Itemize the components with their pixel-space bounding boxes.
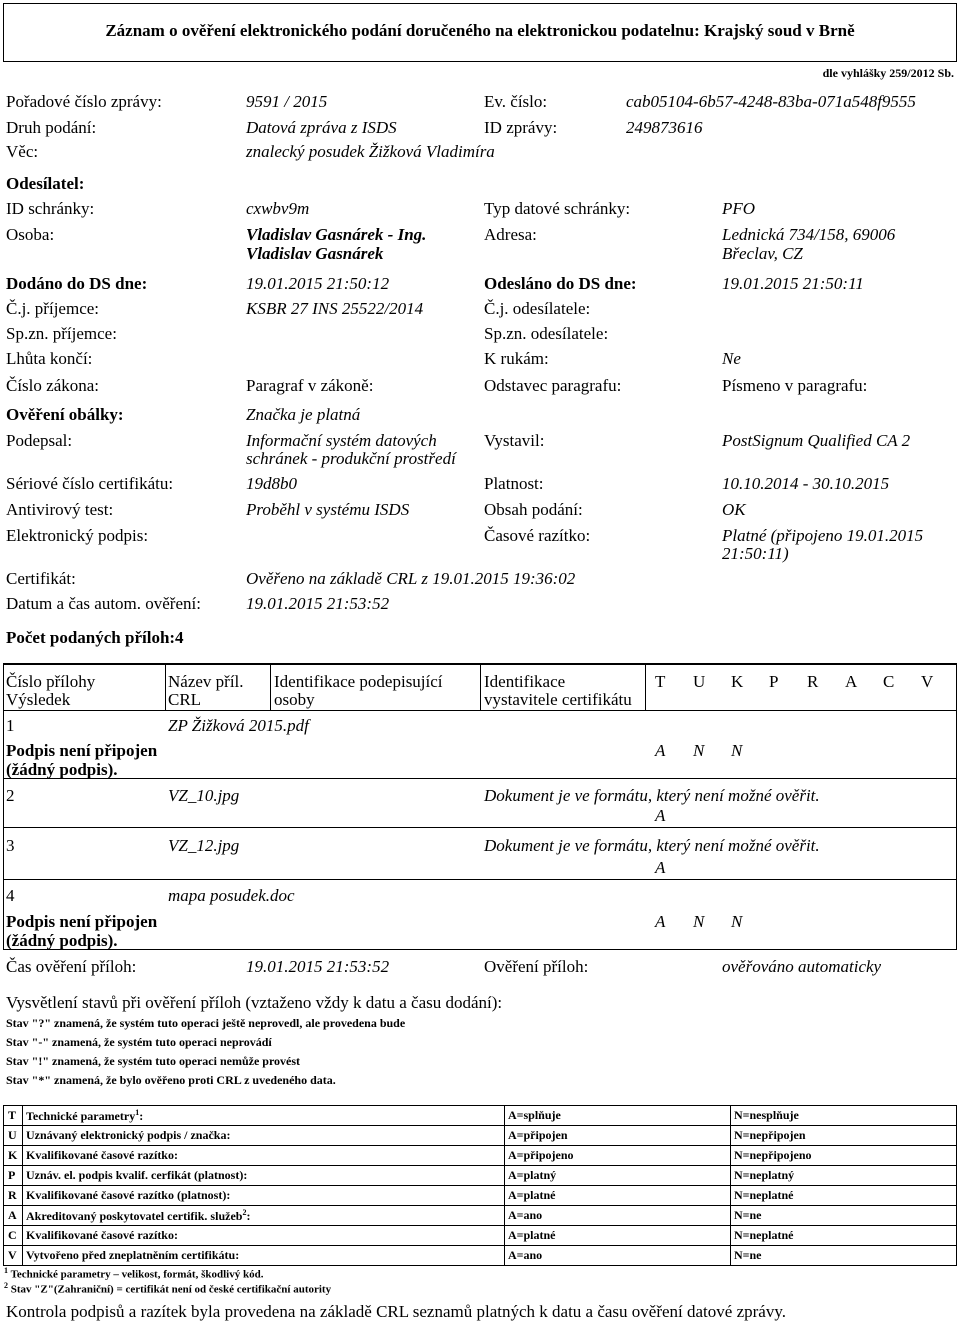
legend-right-border [956, 1105, 957, 1265]
header-bottom-border [3, 710, 957, 711]
osoba-label: Osoba: [6, 225, 55, 244]
podepsal-line2: schránek - produkční prostředí [246, 449, 456, 468]
row-3-number: 3 [6, 836, 15, 855]
legend-desc-p: Uznáv. el. podpis kvalif. cerfikát (platnost): [26, 1168, 248, 1182]
legend-n-c: N=neplatné [734, 1228, 794, 1242]
sender-heading: Odesílatel: [6, 174, 85, 193]
legend-n-t: N=nesplňuje [734, 1108, 799, 1122]
legend-n-u: N=nepřipojen [734, 1128, 806, 1142]
explanation-heading: Vysvětlení stavů při ověření příloh (vztaženo vždy k datu a času dodání): [6, 993, 503, 1012]
legend-a-a: A=ano [508, 1208, 543, 1222]
row-4-result-line1: Podpis není připojen [6, 912, 158, 931]
legend-a-divider [504, 1105, 505, 1265]
header-divider-1 [165, 663, 166, 711]
legend-a-p: A=platný [508, 1168, 557, 1182]
regulation-note: dle vyhlášky 259/2012 Sb. [822, 66, 954, 80]
legend-a-t: A=splňuje [508, 1108, 561, 1122]
row-4-filename: mapa posudek.doc [168, 886, 295, 905]
legend-code-divider [22, 1105, 23, 1265]
legend-row-divider [3, 1245, 957, 1246]
cj-prijemce-value: KSBR 27 INS 25522/2014 [246, 299, 424, 318]
row-3-filename: VZ_12.jpg [168, 836, 240, 855]
legend-a-u: A=připojen [508, 1128, 568, 1142]
osoba-line1: Vladislav Gasnárek - Ing. [246, 225, 427, 244]
legend-n-a: N=ne [734, 1208, 762, 1222]
legend-n-v: N=ne [734, 1248, 762, 1262]
legend-n-r: N=neplatné [734, 1188, 794, 1202]
col-vystavitel-line2: vystavitele certifikátu [484, 690, 632, 709]
row-3-bottom-border [3, 879, 957, 880]
col-vysledek: Výsledek [6, 690, 71, 709]
footnote-2: $^2$ Stav "Z"(Zahraniční) = certifikát není od české certifikační autority [4, 1281, 332, 1296]
legend-code-r: R [8, 1188, 17, 1202]
header-divider-3 [480, 663, 481, 711]
row-1-flag-u: N [693, 741, 705, 760]
row-4-flag-t: A [655, 912, 666, 931]
legend-n-divider [730, 1105, 731, 1265]
legend-row-divider [3, 1145, 957, 1146]
legend-desc-r: Kvalifikované časové razítko (platnost): [26, 1188, 231, 1202]
col-nazev-line1: Název příl. [168, 672, 244, 691]
row-1-flag-t: A [655, 741, 666, 760]
paragraf-label: Paragraf v zákoně: [246, 376, 374, 395]
legend-code-k: K [8, 1148, 18, 1162]
adresa-line1: Lednická 734/158, 69006 [722, 225, 896, 244]
row-2-filename: VZ_10.jpg [168, 786, 240, 805]
explanation-line-3: Stav "!" znamená, že systém tuto operaci nemůže provést [6, 1054, 301, 1068]
certifikat-label: Certifikát: [6, 569, 76, 588]
datum-value: 19.01.2015 21:53:52 [246, 594, 390, 613]
legend-row-divider [3, 1205, 957, 1206]
legend-desc-v: Vytvořeno před zneplatněním certifikátu: [26, 1248, 240, 1262]
id-zpravy-label: ID zprávy: [484, 118, 558, 137]
legend-a-k: A=připojeno [508, 1148, 574, 1162]
legend-n-k: N=nepřipojeno [734, 1148, 812, 1162]
attachments-right-border [956, 663, 957, 950]
row-4-number: 4 [6, 886, 15, 905]
id-schranky-label: ID schránky: [6, 199, 95, 218]
document-title: Záznam o ověření elektronického podání doručeného na elektronickou podatelnu: Krajský soud v Brně [105, 21, 855, 40]
footer-note: Kontrola podpisů a razítek byla provedena na základě CRL seznamů platných k datu a času ověření datové zprávy. [6, 1302, 786, 1321]
row-3-doc-note: Dokument je ve formátu, který není možné ověřit. [484, 836, 820, 855]
footnote-1: $^1$ Technické parametry – velikost, formát, škodlivý kód. [4, 1266, 264, 1281]
attachments-bottom-border [3, 949, 957, 950]
podepsal-label: Podepsal: [6, 431, 73, 450]
id-schranky-value: cxwbv9m [246, 199, 310, 218]
cj-odesilatele-label: Č.j. odesílatele: [484, 299, 591, 318]
legend-row-divider [3, 1125, 957, 1126]
row-4-result-line2: (žádný podpis). [6, 931, 118, 950]
header-divider-2 [270, 663, 271, 711]
odeslano-value: 19.01.2015 21:50:11 [722, 274, 864, 293]
antivir-value: Proběhl v systému ISDS [246, 500, 410, 519]
legend-a-c: A=platné [508, 1228, 556, 1242]
poradove-label: Pořadové číslo zprávy: [6, 92, 162, 111]
razitko-line1: Platné (připojeno 19.01.2015 [722, 526, 924, 545]
cislo-zakona-label: Číslo zákona: [6, 376, 100, 395]
col-identifikace-line1: Identifikace podepisující [274, 672, 443, 691]
legend-n-p: N=neplatný [734, 1168, 795, 1182]
obsah-label: Obsah podání: [484, 500, 583, 519]
typ-schranky-label: Typ datové schránky: [484, 199, 631, 218]
k-rukam-label: K rukám: [484, 349, 549, 368]
explanation-line-4: Stav "*" znamená, že bylo ověřeno proti CRL z uvedeného data. [6, 1073, 336, 1087]
legend-a-r: A=platné [508, 1188, 556, 1202]
legend-code-u: U [8, 1128, 17, 1142]
legend-left-border [3, 1105, 4, 1265]
flag-header-v: V [921, 672, 934, 691]
row-2-number: 2 [6, 786, 15, 805]
flag-header-r: R [807, 672, 819, 691]
legend-desc-u: Uznávaný elektronický podpis / značka: [26, 1128, 231, 1142]
row-1-bottom-border [3, 778, 957, 779]
osoba-line2: Vladislav Gasnárek [246, 244, 384, 263]
overeni-priloh-value: ověřováno automaticky [722, 957, 882, 976]
row-1-result-line1: Podpis není připojen [6, 741, 158, 760]
antivir-label: Antivirový test: [6, 500, 114, 519]
druh-value: Datová zpráva z ISDS [246, 118, 397, 137]
legend-code-c: C [8, 1228, 17, 1242]
spzn-prijemce-label: Sp.zn. příjemce: [6, 324, 117, 343]
overeni-obalky-value: Značka je platná [246, 405, 361, 424]
row-1-flag-k: N [731, 741, 743, 760]
legend-code-p: P [8, 1168, 16, 1182]
flag-header-u: U [693, 672, 706, 691]
dodano-value: 19.01.2015 21:50:12 [246, 274, 390, 293]
adresa-line2: Břeclav, CZ [722, 244, 803, 263]
col-nazev-line2: CRL [168, 690, 202, 709]
razitko-label: Časové razítko: [484, 526, 591, 545]
legend-desc-c: Kvalifikované časové razítko: [26, 1228, 178, 1242]
col-cislo-prilohy: Číslo přílohy [6, 672, 96, 691]
adresa-label: Adresa: [484, 225, 537, 244]
legend-a-v: A=ano [508, 1248, 543, 1262]
certifikat-value: Ověřeno na základě CRL z 19.01.2015 19:36:02 [246, 569, 576, 588]
cas-overeni-label: Čas ověření příloh: [6, 957, 137, 976]
ev-value: cab05104-6b57-4248-83ba-071a548f9555 [626, 92, 916, 111]
seriove-value: 19d8b0 [246, 474, 297, 493]
row-2-flag-t: A [655, 806, 666, 825]
row-3-flag-t: A [655, 858, 666, 877]
row-4-flag-k: N [731, 912, 743, 931]
row-2-bottom-border [3, 827, 957, 828]
seriove-label: Sériové číslo certifikátu: [6, 474, 174, 493]
obsah-value: OK [722, 500, 746, 519]
legend-desc-t: Technické parametry$^1$: [26, 1108, 144, 1123]
cj-prijemce-label: Č.j. příjemce: [6, 299, 100, 318]
datum-label: Datum a čas autom. ověření: [6, 594, 201, 613]
row-4-flag-u: N [693, 912, 705, 931]
legend-code-v: V [8, 1248, 17, 1262]
legend-row-divider [3, 1165, 957, 1166]
legend-desc-k: Kvalifikované časové razítko: [26, 1148, 178, 1162]
poradove-value: 9591 / 2015 [246, 92, 328, 111]
attachments-left-border [3, 663, 4, 950]
flag-header-c: C [883, 672, 895, 691]
row-1-number: 1 [6, 716, 15, 735]
overeni-priloh-label: Ověření příloh: [484, 957, 589, 976]
odeslano-label: Odesláno do DS dne: [484, 274, 637, 293]
col-identifikace-line2: osoby [274, 690, 315, 709]
k-rukam-value: Ne [722, 349, 741, 368]
vystavil-value: PostSignum Qualified CA 2 [722, 431, 911, 450]
title-box [3, 3, 957, 62]
legend-top-border [3, 1105, 957, 1106]
legend-code-a: A [8, 1208, 17, 1222]
legend-row-divider [3, 1185, 957, 1186]
vec-value: znalecký posudek Žižková Vladimíra [246, 142, 495, 161]
druh-label: Druh podání: [6, 118, 97, 137]
lhuta-label: Lhůta končí: [6, 349, 93, 368]
flag-header-p: P [769, 672, 779, 691]
col-vystavitel-line1: Identifikace [484, 672, 566, 691]
row-1-filename: ZP Žižková 2015.pdf [168, 716, 309, 735]
podepsal-line1: Informační systém datových [246, 431, 437, 450]
dodano-label: Dodáno do DS dne: [6, 274, 148, 293]
flag-header-k: K [731, 672, 744, 691]
odstavec-label: Odstavec paragrafu: [484, 376, 622, 395]
row-1-result-line2: (žádný podpis). [6, 760, 118, 779]
spzn-odesilatele-label: Sp.zn. odesílatele: [484, 324, 609, 343]
podpis-label: Elektronický podpis: [6, 526, 149, 545]
explanation-line-2: Stav "-" znamená, že systém tuto operaci neprovádí [6, 1035, 272, 1049]
flag-header-a: A [845, 672, 858, 691]
pismeno-label: Písmeno v paragrafu: [722, 376, 868, 395]
legend-desc-a: Akreditovaný poskytovatel certifik. služeb$^2$: [26, 1208, 251, 1223]
platnost-value: 10.10.2014 - 30.10.2015 [722, 474, 890, 493]
pocet-priloh-heading: Počet podaných příloh:4 [6, 628, 184, 647]
flag-header-t: T [655, 672, 666, 691]
legend-code-t: T [8, 1108, 17, 1122]
ev-label: Ev. číslo: [484, 92, 548, 111]
explanation-line-1: Stav "?" znamená, že systém tuto operaci ještě neprovedl, ale provedena bude [6, 1016, 406, 1030]
cas-overeni-value: 19.01.2015 21:53:52 [246, 957, 390, 976]
overeni-obalky-heading: Ověření obálky: [6, 405, 124, 424]
id-zpravy-value: 249873616 [626, 118, 703, 137]
razitko-line2: 21:50:11) [722, 544, 789, 563]
vystavil-label: Vystavil: [484, 431, 545, 450]
legend-row-divider [3, 1225, 957, 1226]
typ-schranky-value: PFO [722, 199, 756, 218]
platnost-label: Platnost: [484, 474, 544, 493]
header-divider-4 [645, 663, 646, 711]
row-2-doc-note: Dokument je ve formátu, který není možné ověřit. [484, 786, 820, 805]
vec-label: Věc: [6, 142, 39, 161]
